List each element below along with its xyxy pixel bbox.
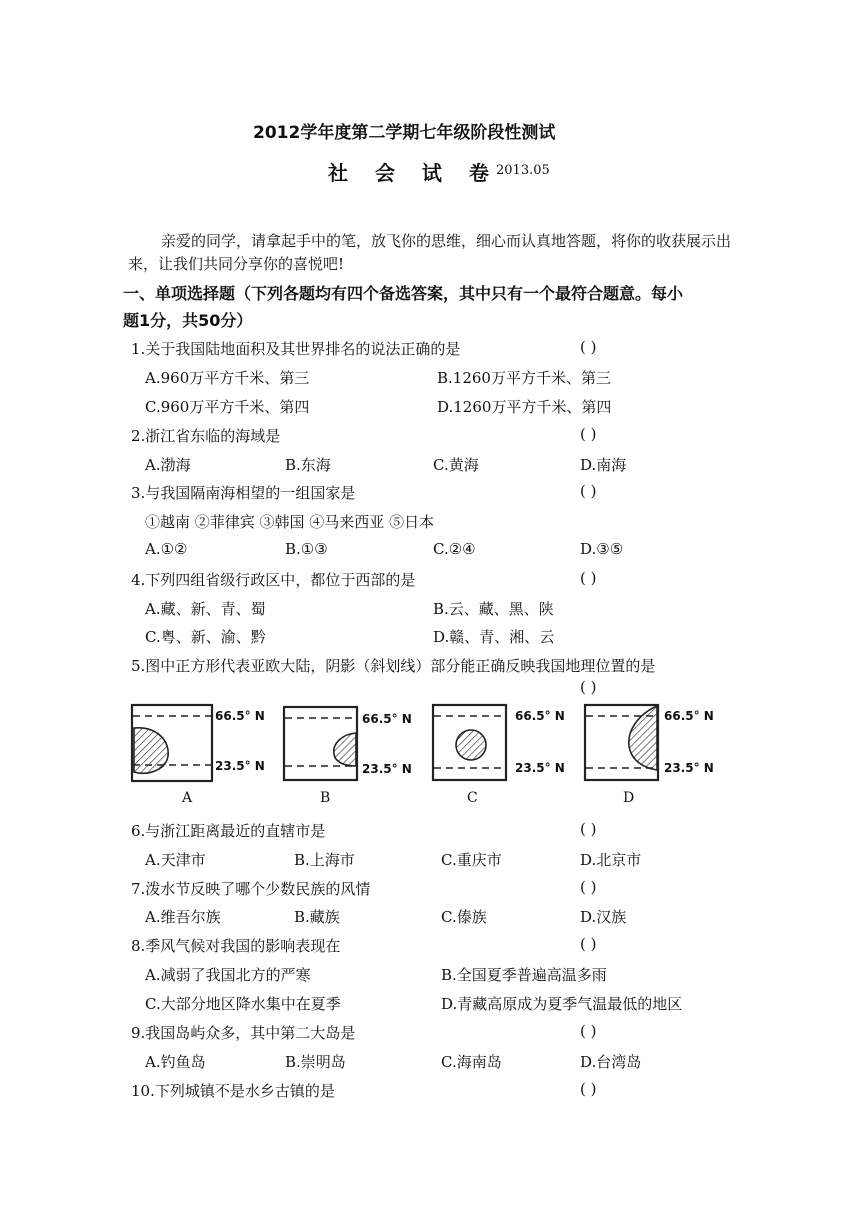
figure-b-lat-top: 66.5° N bbox=[362, 712, 412, 726]
figure-c-lat-bottom: 23.5° N bbox=[515, 761, 565, 775]
section-heading-line-2: 题1分，共50分） bbox=[123, 311, 253, 330]
question-8-option-c: C.大部分地区降水集中在夏季 bbox=[145, 995, 341, 1013]
question-2-option-b: B.东海 bbox=[285, 456, 331, 474]
question-3-stem: 3.与我国隔南海相望的一组国家是 bbox=[131, 484, 356, 502]
question-7-answer-bracket: ( ) bbox=[580, 878, 597, 896]
question-3-option-d: D.③⑤ bbox=[580, 540, 624, 558]
question-3-option-c: C.②④ bbox=[433, 540, 476, 558]
figure-a-lat-top: 66.5° N bbox=[215, 709, 265, 723]
figure-d-lat-top: 66.5° N bbox=[664, 709, 714, 723]
question-8-stem: 8.季风气候对我国的影响表现在 bbox=[131, 937, 341, 955]
intro-line-1: 亲爱的同学，请拿起手中的笔，放飞你的思维，细心而认真地答题，将你的收获展示出 bbox=[161, 232, 732, 250]
question-2-option-d: D.南海 bbox=[580, 456, 627, 474]
question-8-answer-bracket: ( ) bbox=[580, 935, 597, 953]
question-1-answer-bracket: ( ) bbox=[580, 338, 597, 356]
question-7-option-d: D.汉族 bbox=[580, 908, 627, 926]
question-6-answer-bracket: ( ) bbox=[580, 820, 597, 838]
exam-date: 2013.05 bbox=[496, 163, 550, 178]
question-9-stem: 9.我国岛屿众多，其中第二大岛是 bbox=[131, 1024, 356, 1042]
intro-line-2: 来，让我们共同分享你的喜悦吧! bbox=[128, 255, 345, 273]
exam-title: 2012学年度第二学期七年级阶段性测试 bbox=[253, 123, 556, 143]
question-1-option-c: C.960万平方千米、第四 bbox=[145, 398, 310, 416]
question-3-answer-bracket: ( ) bbox=[580, 482, 597, 500]
question-2-answer-bracket: ( ) bbox=[580, 425, 597, 443]
figure-c-lat-top: 66.5° N bbox=[515, 709, 565, 723]
figure-b bbox=[282, 704, 362, 784]
question-1-stem: 1.关于我国陆地面积及其世界排名的说法正确的是 bbox=[131, 340, 461, 358]
figure-c bbox=[431, 702, 511, 784]
question-9-answer-bracket: ( ) bbox=[580, 1022, 597, 1040]
question-6-option-b: B.上海市 bbox=[294, 851, 355, 869]
figure-b-lat-bottom: 23.5° N bbox=[362, 762, 412, 776]
question-7-option-a: A.维吾尔族 bbox=[145, 908, 221, 926]
question-2-option-c: C.黄海 bbox=[433, 456, 479, 474]
figure-label-d: D bbox=[623, 790, 635, 806]
section-heading-line-1: 一、单项选择题（下列各题均有四个备选答案，其中只有一个最符合题意。每小 bbox=[123, 284, 684, 303]
question-9-option-a: A.钓鱼岛 bbox=[145, 1053, 206, 1071]
question-7-stem: 7.泼水节反映了哪个少数民族的风情 bbox=[131, 880, 371, 898]
question-8-option-a: A.减弱了我国北方的严寒 bbox=[145, 966, 311, 984]
question-5-answer-bracket: ( ) bbox=[580, 678, 597, 696]
question-4-option-c: C.粤、新、渝、黔 bbox=[145, 628, 266, 646]
question-8-option-b: B.全国夏季普遍高温多雨 bbox=[441, 966, 607, 984]
question-9-option-b: B.崇明岛 bbox=[285, 1053, 346, 1071]
question-9-option-d: D.台湾岛 bbox=[580, 1053, 642, 1071]
question-5-stem: 5.图中正方形代表亚欧大陆，阴影（斜划线）部分能正确反映我国地理位置的是 bbox=[131, 657, 656, 675]
question-4-option-a: A.藏、新、青、蜀 bbox=[145, 600, 266, 618]
question-4-answer-bracket: ( ) bbox=[580, 569, 597, 587]
figure-label-b: B bbox=[320, 790, 331, 806]
question-1-option-d: D.1260万平方千米、第四 bbox=[437, 398, 612, 416]
exam-subtitle: 社 会 试 卷 bbox=[328, 161, 499, 185]
question-3-country-list: ①越南 ②菲律宾 ③韩国 ④马来西亚 ⑤日本 bbox=[145, 513, 435, 531]
question-6-stem: 6.与浙江距离最近的直辖市是 bbox=[131, 822, 326, 840]
question-6-option-a: A.天津市 bbox=[145, 851, 206, 869]
question-2-option-a: A.渤海 bbox=[145, 456, 191, 474]
figure-d-lat-bottom: 23.5° N bbox=[664, 761, 714, 775]
question-3-option-b: B.①③ bbox=[285, 540, 328, 558]
question-9-option-c: C.海南岛 bbox=[441, 1053, 502, 1071]
question-7-option-c: C.傣族 bbox=[441, 908, 487, 926]
question-10-answer-bracket: ( ) bbox=[580, 1080, 597, 1098]
question-8-option-d: D.青藏高原成为夏季气温最低的地区 bbox=[441, 995, 683, 1013]
question-4-option-b: B.云、藏、黑、陕 bbox=[433, 600, 554, 618]
figure-d bbox=[583, 702, 663, 784]
figure-a-lat-bottom: 23.5° N bbox=[215, 759, 265, 773]
question-1-option-a: A.960万平方千米、第三 bbox=[145, 369, 310, 387]
question-4-option-d: D.赣、青、湘、云 bbox=[433, 628, 555, 646]
question-10-stem: 10.下列城镇不是水乡古镇的是 bbox=[131, 1082, 335, 1100]
question-6-option-c: C.重庆市 bbox=[441, 851, 502, 869]
question-1-option-b: B.1260万平方千米、第三 bbox=[437, 369, 611, 387]
figure-label-a: A bbox=[182, 790, 193, 806]
question-3-option-a: A.①② bbox=[145, 540, 188, 558]
figure-label-c: C bbox=[467, 790, 478, 806]
question-7-option-b: B.藏族 bbox=[294, 908, 340, 926]
question-4-stem: 4.下列四组省级行政区中，都位于西部的是 bbox=[131, 571, 416, 589]
question-6-option-d: D.北京市 bbox=[580, 851, 642, 869]
question-2-stem: 2.浙江省东临的海域是 bbox=[131, 427, 281, 445]
